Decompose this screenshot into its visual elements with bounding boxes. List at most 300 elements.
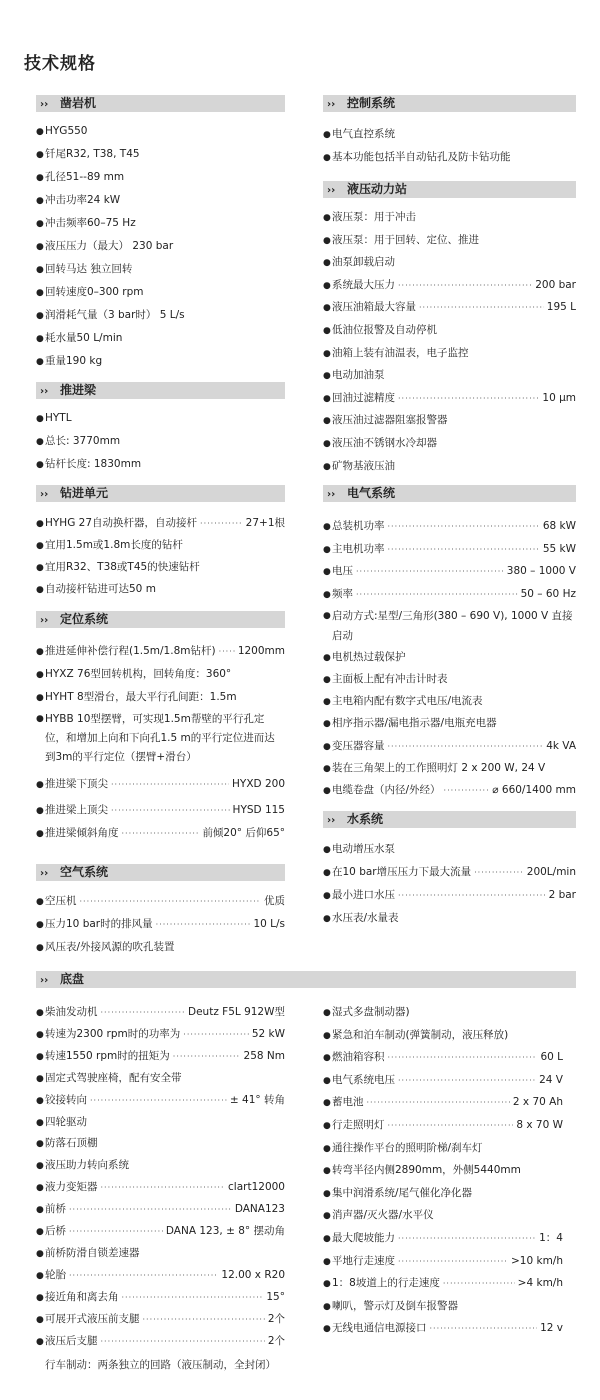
bullet-icon: ●: [323, 1098, 331, 1108]
bullet-icon: ●: [323, 1144, 331, 1154]
spec-item: [36, 1005, 285, 1020]
bullet-icon: ●: [36, 1139, 44, 1149]
spec-value: 2个: [267, 1313, 285, 1325]
spec-label: HYXZ 76型回转机构，回转角度：360°: [45, 668, 232, 680]
bullet-icon: ●: [323, 153, 331, 163]
spec-item: [36, 1049, 285, 1064]
bullet-icon: ●: [323, 349, 331, 359]
spec-item: [36, 1334, 285, 1349]
bullet-icon: ●: [36, 920, 44, 930]
spec-value: 68 kW: [542, 520, 576, 532]
spec-value: 10 μm: [542, 392, 576, 404]
section-header-feed-beam: [36, 382, 285, 399]
spec-label: 孔径51--89 mm: [45, 171, 125, 183]
spec-value: >4 km/h: [517, 1277, 563, 1289]
bullet-icon: ●: [36, 829, 44, 839]
bullet-icon: ●: [323, 1121, 331, 1131]
spec-label: 重量190 kg: [45, 355, 103, 367]
spec-item: [323, 1321, 563, 1336]
spec-label: 钎尾R32, T38, T45: [45, 148, 140, 160]
spec-item: [36, 1180, 285, 1195]
bullet-icon: ●: [36, 127, 44, 137]
spec-value: 258 Nm: [243, 1050, 285, 1062]
spec-item: [323, 1028, 563, 1043]
spec-label: 电气直控系统: [332, 128, 395, 140]
spec-item: [36, 644, 285, 659]
spec-value: 优质: [264, 895, 285, 907]
bullet-icon: ●: [36, 1096, 44, 1106]
dot-leader: [122, 827, 200, 841]
spec-label: 油泵卸载启动: [332, 256, 395, 268]
spec-label: 启动方式:星型/三角形(380 – 690 V), 1000 V 直接启动: [332, 610, 573, 642]
spec-label: 推进梁下顶尖: [45, 778, 108, 790]
section-title: 定位系统: [60, 612, 109, 626]
bullet-icon: ●: [36, 1293, 44, 1303]
dot-leader: [444, 784, 490, 798]
spec-value: 195 L: [546, 301, 576, 313]
bullet-icon: ●: [323, 567, 331, 577]
spec-item: [36, 777, 285, 792]
spec-label: 喇叭，警示灯及倒车报警器: [332, 1300, 458, 1312]
bullet-icon: ●: [323, 439, 331, 449]
spec-value: 10 L/s: [253, 918, 285, 930]
bullet-icon: ●: [36, 1337, 44, 1347]
spec-item: [323, 587, 576, 602]
spec-item: [36, 285, 285, 300]
spec-item: [36, 917, 285, 932]
spec-label: 接近角和离去角: [45, 1291, 119, 1303]
spec-value: 12 v: [540, 1322, 563, 1334]
spec-item: [323, 413, 576, 428]
dot-leader: [143, 1313, 265, 1327]
bullet-icon: ●: [323, 868, 331, 878]
spec-item: [323, 459, 576, 474]
chevron-icon: ››: [327, 185, 336, 196]
spec-value: 2 x 70 Ah: [512, 1096, 563, 1108]
dot-leader: [388, 1051, 538, 1065]
spec-label: 最小进口水压: [332, 889, 395, 901]
spec-item: [323, 1208, 563, 1223]
spec-label: 压力10 bar时的排风量: [45, 918, 153, 930]
bullet-icon: ●: [323, 1279, 331, 1289]
bullet-icon: ●: [323, 1302, 331, 1312]
dot-leader: [101, 1181, 226, 1195]
bullet-icon: ●: [36, 1227, 44, 1237]
dot-leader: [388, 1119, 514, 1133]
spec-item: [323, 1095, 563, 1110]
bullet-icon: ●: [36, 714, 44, 724]
bullet-icon: ●: [323, 1189, 331, 1199]
spec-label: 液力变矩器: [45, 1181, 98, 1193]
chevron-icon: ››: [40, 975, 49, 986]
spec-item: [36, 560, 285, 575]
spec-item: [36, 262, 285, 277]
spec-label: 电动增压水泵: [332, 843, 395, 855]
dot-leader: [101, 1335, 265, 1349]
spec-label: 回转速度0–300 rpm: [45, 286, 144, 298]
spec-item: [36, 457, 285, 472]
spec-value: 8 x 70 W: [516, 1119, 563, 1131]
bullet-icon: ●: [323, 845, 331, 855]
spec-label: 前桥: [45, 1203, 66, 1215]
spec-item: [323, 739, 576, 754]
spec-label: 在10 bar增压压力下最大流量: [332, 866, 472, 878]
spec-value: 1：4: [539, 1232, 563, 1244]
spec-label: 总装机功率: [332, 520, 385, 532]
spec-item: [36, 1290, 285, 1305]
bullet-icon: ●: [323, 213, 331, 223]
spec-value: HYSD 115: [232, 804, 285, 816]
spec-label: 轮胎: [45, 1269, 66, 1281]
bullet-icon: ●: [323, 1053, 331, 1063]
spec-label: 液压油不锈钢水冷却器: [332, 437, 437, 449]
dot-leader: [90, 1094, 227, 1108]
spec-item: [323, 255, 576, 270]
bullet-icon: ●: [36, 1161, 44, 1171]
bullet-icon: ●: [323, 1008, 331, 1018]
spec-item: [36, 170, 285, 185]
spec-label: 矿物基液压油: [332, 460, 395, 472]
spec-label: 通往操作平台的照明阶梯/刹车灯: [332, 1142, 483, 1154]
spec-item: [323, 1231, 563, 1246]
bullet-icon: ●: [36, 311, 44, 321]
dot-leader: [69, 1269, 218, 1283]
spec-value: 60 L: [540, 1051, 563, 1063]
spec-value: 15°: [266, 1291, 285, 1303]
spec-label: 固定式驾驶座椅，配有安全带: [45, 1072, 182, 1084]
spec-item: [36, 354, 285, 369]
spec-label: 燃油箱容积: [332, 1051, 385, 1063]
spec-label: 平地行走速度: [332, 1255, 395, 1267]
spec-item: [323, 1299, 563, 1314]
spec-item: [323, 1186, 563, 1201]
bullet-icon: ●: [36, 437, 44, 447]
dot-leader: [219, 645, 235, 659]
spec-label: 集中润滑系统/尾气催化净化器: [332, 1187, 473, 1199]
spec-label: 空压机: [45, 895, 77, 907]
bullet-icon: ●: [36, 173, 44, 183]
bullet-icon: ●: [323, 416, 331, 426]
bullet-icon: ●: [323, 236, 331, 246]
bullet-icon: ●: [36, 693, 44, 703]
bullet-icon: ●: [36, 1183, 44, 1193]
bullet-icon: ●: [36, 943, 44, 953]
spec-item: [323, 911, 576, 926]
spec-label: 液压压力（最大） 230 bar: [45, 240, 174, 252]
spec-label: 变压器容量: [332, 740, 385, 752]
spec-item: [323, 694, 576, 709]
spec-item: [323, 606, 576, 646]
dot-leader: [474, 866, 524, 880]
spec-value: 27+1根: [245, 517, 285, 529]
section-header-electrical: [323, 485, 576, 502]
section-header-air-system: [36, 864, 285, 881]
spec-item: [36, 667, 285, 682]
spec-item: [323, 842, 576, 857]
bullet-icon: ●: [36, 288, 44, 298]
spec-item: [36, 1071, 285, 1086]
spec-value: 200L/min: [526, 866, 576, 878]
dot-leader: [398, 392, 539, 406]
spec-item: [36, 216, 285, 231]
spec-label: 油箱上装有油温表，电子监控: [332, 347, 469, 359]
spec-label: HYTL: [45, 412, 72, 424]
section-title: 钻进单元: [60, 486, 109, 500]
spec-label: 柴油发动机: [45, 1006, 98, 1018]
bullet-icon: ●: [323, 1324, 331, 1334]
spec-item: [323, 127, 576, 142]
spec-label: 频率: [332, 588, 353, 600]
spec-label: 主电箱内配有数字式电压/电流表: [332, 695, 483, 707]
section-title: 底盘: [60, 972, 85, 986]
spec-label: 最大爬坡能力: [332, 1232, 395, 1244]
chevron-icon: ››: [40, 615, 49, 626]
spec-label: HYHT 8型滑台，最大平行孔间距：1.5m: [45, 691, 237, 703]
spec-item: [323, 391, 576, 406]
spec-item: [323, 346, 576, 361]
spec-item: [36, 1224, 285, 1239]
bullet-icon: ●: [323, 394, 331, 404]
spec-value: 24 V: [539, 1074, 563, 1086]
spec-label: HYHG 27自动换杆器，自动接杆: [45, 517, 198, 529]
dot-leader: [430, 1322, 538, 1336]
dot-leader: [69, 1225, 163, 1239]
section-header-positioning: [36, 611, 285, 628]
section-title: 电气系统: [347, 486, 396, 500]
spec-item: [36, 1158, 285, 1173]
section-title: 水系统: [347, 812, 384, 826]
section-title: 控制系统: [347, 96, 396, 110]
spec-value: 52 kW: [251, 1028, 285, 1040]
bullet-icon: ●: [323, 281, 331, 291]
bullet-icon: ●: [36, 265, 44, 275]
spec-label: 液压后支腿: [45, 1335, 98, 1347]
dot-leader: [122, 1291, 264, 1305]
spec-value: 200 bar: [535, 279, 576, 291]
spec-label: 基本功能包括半自动钻孔及防卡钻功能: [332, 151, 511, 163]
bullet-icon: ●: [36, 1074, 44, 1084]
chevron-icon: ››: [40, 868, 49, 879]
spec-item: [323, 1163, 563, 1178]
spec-label: 液压油过滤器阻塞报警器: [332, 414, 448, 426]
spec-item: [36, 582, 285, 597]
bullet-icon: ●: [323, 130, 331, 140]
spec-item: [323, 368, 576, 383]
spec-label: 推进延伸补偿行程(1.5m/1.8m钻杆): [45, 645, 216, 657]
spec-item: [323, 888, 576, 903]
bullet-icon: ●: [36, 219, 44, 229]
chevron-icon: ››: [40, 386, 49, 397]
chevron-icon: ››: [327, 99, 336, 110]
spec-value: 380 – 1000 V: [506, 565, 576, 577]
bullet-icon: ●: [323, 653, 331, 663]
dot-leader: [173, 1050, 241, 1064]
bullet-icon: ●: [323, 258, 331, 268]
spec-item: [323, 1073, 563, 1088]
bullet-icon: ●: [36, 1030, 44, 1040]
spec-value: 4k VA: [546, 740, 576, 752]
bullet-icon: ●: [36, 196, 44, 206]
spec-label: 风压表/外接风源的吹孔装置: [45, 941, 175, 953]
spec-item: [323, 1050, 563, 1065]
bullet-icon: ●: [323, 371, 331, 381]
bullet-icon: ●: [323, 522, 331, 532]
spec-label: HYBB 10型摆臂，可实现1.5m帮壁的平行孔定位，和增加上向和下向孔1.5 m的平行定位进而达到3m的平行定位（摆臂+滑台）: [45, 713, 275, 763]
bullet-icon: ●: [36, 1008, 44, 1018]
spec-item: [323, 1141, 563, 1156]
bullet-icon: ●: [323, 719, 331, 729]
bullet-icon: ●: [323, 303, 331, 313]
spec-value: ± 41° 转角: [229, 1094, 285, 1106]
spec-label: 前桥防滑自锁差速器: [45, 1247, 140, 1259]
dot-leader: [398, 279, 532, 293]
bullet-icon: ●: [323, 326, 331, 336]
dot-leader: [80, 895, 262, 909]
dot-leader: [356, 588, 518, 602]
spec-item: [36, 308, 285, 323]
spec-label: 宜用1.5m或1.8m长度的钻杆: [45, 539, 183, 551]
spec-item: [36, 147, 285, 162]
spec-item: [323, 1118, 563, 1133]
spec-item: [323, 716, 576, 731]
spec-item: [323, 323, 576, 338]
bullet-icon: ●: [323, 764, 331, 774]
bullet-icon: ●: [36, 357, 44, 367]
spec-value: >10 km/h: [511, 1255, 563, 1267]
spec-label: 紧急和泊车制动(弹簧制动，液压释放): [332, 1029, 509, 1041]
spec-label: 耗水量50 L/min: [45, 332, 123, 344]
dot-leader: [356, 565, 504, 579]
bullet-icon: ●: [323, 611, 331, 621]
spec-item: [323, 1276, 563, 1291]
spec-item: [36, 331, 285, 346]
spec-item: [36, 690, 285, 705]
spec-label: 自动接杆钻进可达50 m: [45, 583, 156, 595]
spec-label: HYG550: [45, 125, 88, 137]
bullet-icon: ●: [323, 675, 331, 685]
bullet-icon: ●: [323, 545, 331, 555]
bullet-icon: ●: [36, 897, 44, 907]
spec-item: [36, 124, 285, 139]
spec-item: [36, 1093, 285, 1108]
spec-item: [323, 650, 576, 665]
spec-item: [323, 783, 576, 798]
spec-label: 转弯半径内侧2890mm，外侧5440mm: [332, 1164, 521, 1176]
spec-label: 钻杆长度: 1830mm: [45, 458, 142, 470]
chevron-icon: ››: [40, 99, 49, 110]
bullet-icon: ●: [323, 914, 331, 924]
spec-item: [36, 516, 285, 531]
dot-leader: [101, 1006, 186, 1020]
spec-label: 铰接转向: [45, 1094, 87, 1106]
spec-label: 水压表/水量表: [332, 912, 399, 924]
spec-label: 宜用R32、T38或T45的快速钻杆: [45, 561, 200, 573]
spec-value: 55 kW: [542, 543, 576, 555]
spec-label: 无线电通信电源接口: [332, 1322, 427, 1334]
spec-value: 12.00 x R20: [221, 1269, 285, 1281]
chevron-icon: ››: [40, 489, 49, 500]
spec-item: [323, 519, 576, 534]
spec-label: 行走照明灯: [332, 1119, 385, 1131]
spec-value: DANA123: [234, 1203, 285, 1215]
bullet-icon: ●: [36, 242, 44, 252]
spec-label: 主电机功率: [332, 543, 385, 555]
page-title: 技术规格: [24, 54, 96, 74]
bullet-icon: ●: [36, 1118, 44, 1128]
spec-item: [36, 940, 285, 955]
chevron-icon: ››: [327, 815, 336, 826]
spec-item: [323, 865, 576, 880]
bullet-icon: ●: [36, 1315, 44, 1325]
spec-label: 回转马达 独立回转: [45, 263, 133, 275]
spec-item: [323, 210, 576, 225]
spec-item: [36, 434, 285, 449]
spec-value: DANA 123, ± 8° 摆动角: [165, 1225, 285, 1237]
section-header-rock-drill: [36, 95, 285, 112]
dot-leader: [388, 543, 540, 557]
spec-item: [323, 1254, 563, 1269]
spec-label: 防落石顶棚: [45, 1137, 98, 1149]
section-header-chassis: [36, 971, 576, 988]
bullet-icon: ●: [36, 1205, 44, 1215]
dot-leader: [443, 1277, 515, 1291]
bullet-icon: ●: [323, 1166, 331, 1176]
spec-item: [323, 278, 576, 293]
spec-item: [36, 1312, 285, 1327]
spec-item: [323, 233, 576, 248]
bullet-icon: ●: [323, 462, 331, 472]
spec-value: 1200mm: [237, 645, 285, 657]
section-header-water-system: [323, 811, 576, 828]
spec-item: [36, 1115, 285, 1130]
bullet-icon: ●: [323, 1076, 331, 1086]
dot-leader: [398, 1255, 508, 1269]
spec-label: 回油过滤精度: [332, 392, 395, 404]
spec-label: 后桥: [45, 1225, 66, 1237]
spec-label: 1：8坡道上的行走速度: [332, 1277, 440, 1289]
section-title: 液压动力站: [347, 182, 408, 196]
bullet-icon: ●: [36, 1249, 44, 1259]
spec-label: 液压泵：用于回转、定位、推进: [332, 234, 479, 246]
spec-label: 消声器/灭火器/水平仪: [332, 1209, 434, 1221]
spec-label: 电气系统电压: [332, 1074, 395, 1086]
spec-item: [36, 826, 285, 841]
spec-label: 液压泵：用于冲击: [332, 211, 416, 223]
dot-leader: [111, 804, 230, 818]
spec-item: [323, 542, 576, 557]
spec-label: 低油位报警及自动停机: [332, 324, 437, 336]
spec-value: 50 – 60 Hz: [520, 588, 576, 600]
spec-label: 润滑耗气量（3 bar时） 5 L/s: [45, 309, 185, 321]
spec-label: 主面板上配有冲击计时表: [332, 673, 448, 685]
bullet-icon: ●: [36, 414, 44, 424]
dot-leader: [388, 740, 544, 754]
dot-leader: [419, 301, 544, 315]
bullet-icon: ●: [36, 563, 44, 573]
spec-item: [323, 150, 576, 165]
spec-item: [36, 538, 285, 553]
spec-value: 前倾20° 后仰65°: [202, 827, 285, 839]
spec-item: [36, 1268, 285, 1283]
spec-value: clart12000: [228, 1181, 285, 1193]
spec-item: [323, 1005, 563, 1020]
spec-item: [36, 1136, 285, 1151]
spec-item: [36, 411, 285, 426]
bullet-icon: ●: [36, 541, 44, 551]
spec-item: [323, 564, 576, 579]
dot-leader: [69, 1203, 232, 1217]
bullet-icon: ●: [36, 806, 44, 816]
